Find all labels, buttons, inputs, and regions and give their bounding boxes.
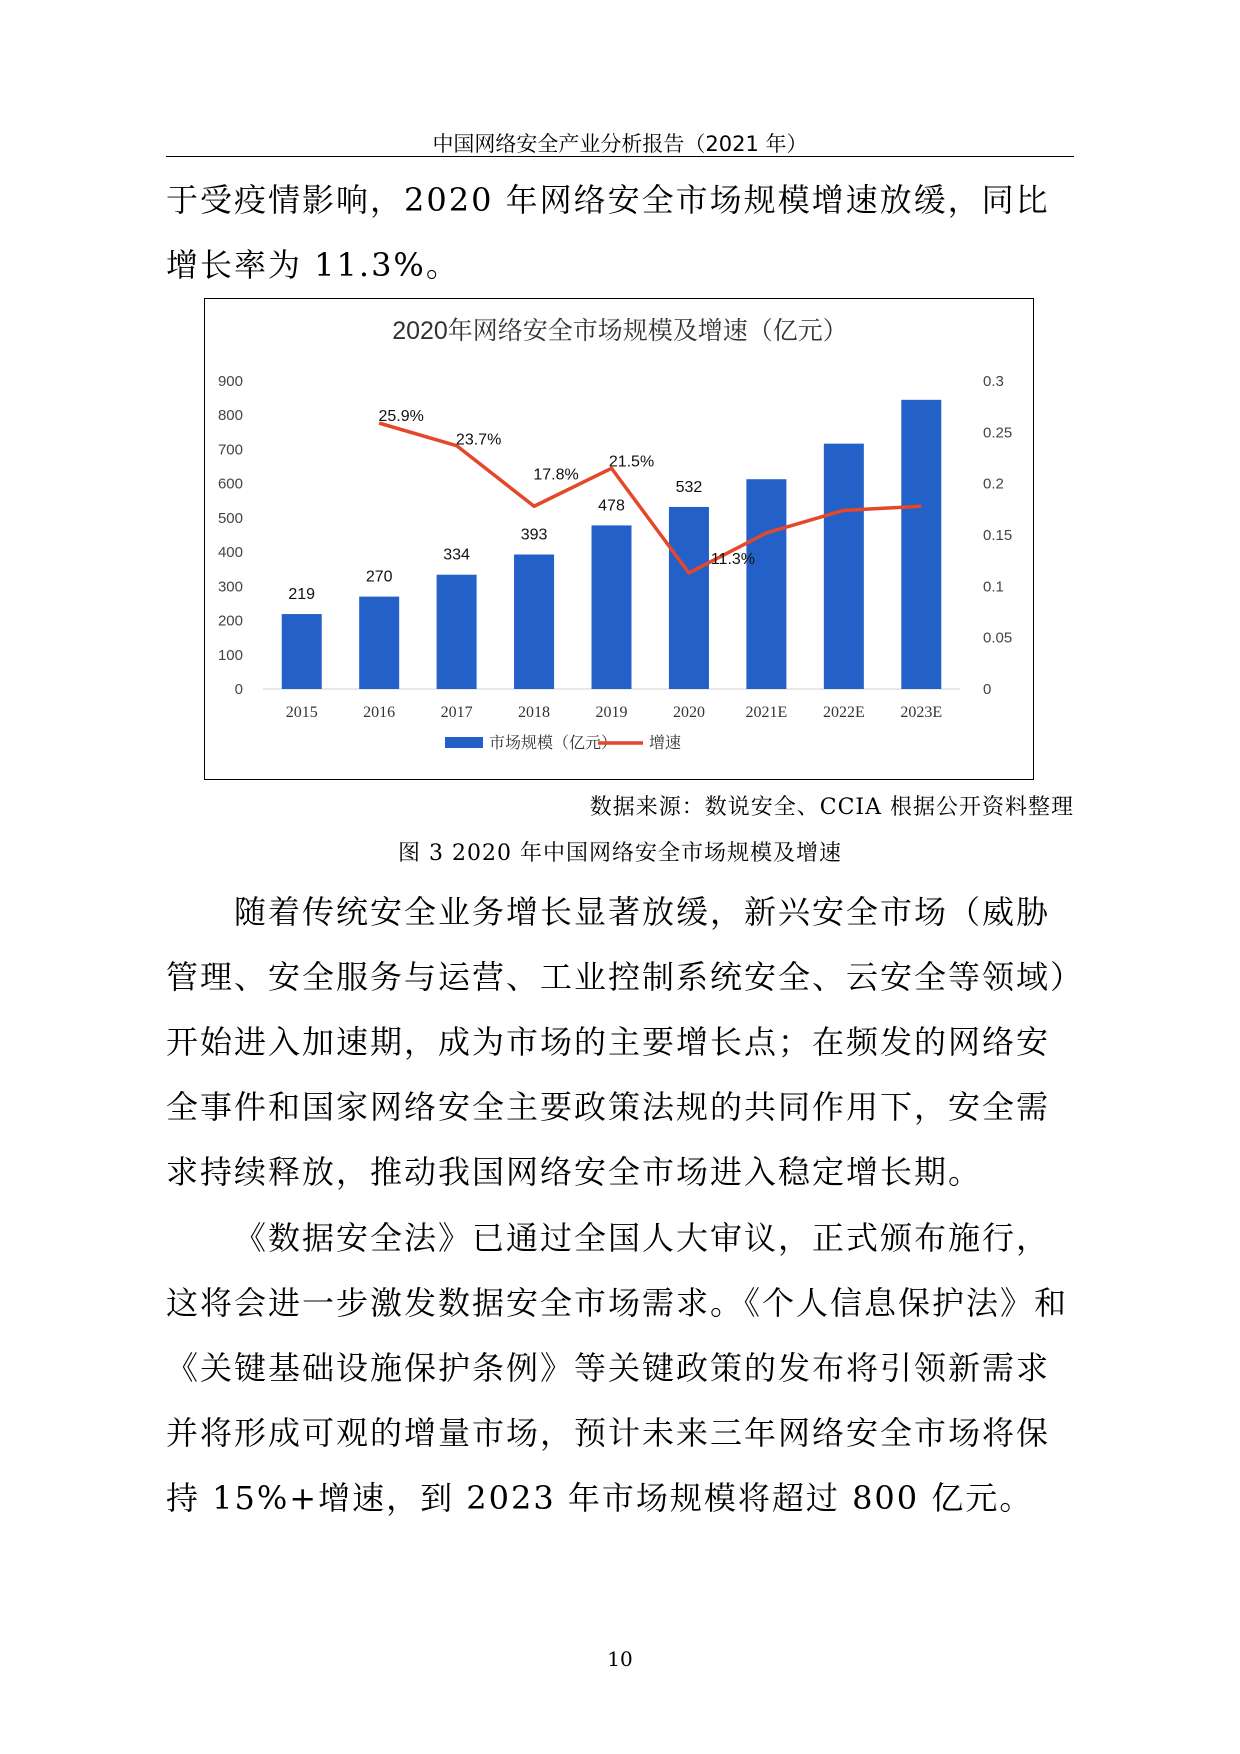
bar [359, 597, 399, 689]
y-left-tick-label: 200 [217, 612, 243, 630]
legend-line-label: 增速 [649, 735, 682, 752]
figure-source: 数据来源：数说安全、CCIA 根据公开资料整理 [589, 795, 1074, 820]
x-tick-label: 2015 [285, 704, 318, 721]
x-tick-label: 2017 [440, 704, 473, 721]
y-right-tick-label: 0.05 [983, 629, 1013, 647]
paragraph-data-security-law: 《数据安全法》已通过全国人大审议，正式颁布施行，这将会进一步激发数据安全市场需求。《个人信息保护法》和《关键基础设施保护条例》等关键政策的发布将引领新需求并将形成可观的增量市场，预计未来三年网络安全市场将保持 15%+增速，到 2023 年市场规模将超过 800 亿元。 [166, 1219, 1069, 1517]
bar [437, 575, 477, 689]
bar-value-label: 532 [675, 478, 703, 496]
x-tick-label: 2023E [900, 704, 943, 721]
bar [514, 555, 554, 689]
y-right-tick-label: 0 [983, 681, 992, 698]
bar [901, 400, 941, 689]
bar-value-label: 393 [520, 526, 548, 544]
header-rule [166, 156, 1074, 157]
bar-value-label: 219 [288, 586, 316, 604]
x-tick-label: 2019 [595, 704, 628, 721]
chart-title: 2020年网络安全市场规模及增速（亿元） [392, 317, 848, 345]
paragraph-intro: 于受疫情影响，2020 年网络安全市场规模增速放缓，同比增长率为 11.3%。 [166, 181, 1050, 284]
y-left-tick-label: 700 [217, 441, 243, 459]
y-right-tick-label: 0.25 [983, 424, 1013, 442]
y-right-tick-label: 0.15 [983, 527, 1013, 544]
running-header: 中国网络安全产业分析报告（2021 年） [432, 132, 808, 156]
bar-value-label: 334 [443, 546, 470, 564]
growth-value-label: 21.5% [608, 453, 655, 471]
y-left-tick-label: 100 [217, 646, 243, 664]
bar [824, 444, 864, 689]
bar [669, 507, 709, 689]
x-tick-label: 2021E [745, 704, 788, 721]
legend-bar-label: 市场规模（亿元） [489, 735, 618, 752]
x-tick-label: 2022E [822, 704, 865, 721]
x-tick-label: 2018 [518, 704, 551, 721]
legend-bar-swatch [445, 737, 483, 748]
y-left-tick-label: 800 [217, 407, 243, 425]
bar [592, 525, 632, 689]
y-left-tick-label: 0 [234, 681, 243, 698]
growth-value-label: 17.8% [533, 466, 579, 484]
y-left-tick-label: 400 [217, 544, 243, 562]
y-left-tick-label: 900 [217, 373, 243, 390]
paragraph-emerging-market: 随着传统安全业务增长显著放缓，新兴安全市场（威胁管理、安全服务与运营、工业控制系统安全、云安全等领域）开始进入加速期，成为市场的主要增长点；在频发的网络安全事件和国家网络安全主要政策法规的共同作用下，安全需求持续释放，推动我国网络安全市场进入稳定增长期。 [166, 893, 1069, 1191]
growth-value-label: 11.3% [710, 550, 756, 568]
x-tick-label: 2016 [363, 704, 396, 721]
market-chart [204, 298, 1034, 780]
y-right-tick-label: 0.2 [983, 475, 1004, 493]
y-left-tick-label: 300 [217, 578, 243, 596]
bar [282, 614, 322, 689]
x-tick-label: 2020 [672, 704, 705, 721]
y-right-tick-label: 0.1 [983, 578, 1004, 596]
bar-value-label: 478 [598, 497, 625, 515]
chart-svg [205, 299, 1035, 781]
page-number: 10 [607, 1647, 633, 1671]
y-right-tick-label: 0.3 [983, 373, 1004, 390]
bar-value-label: 270 [365, 568, 393, 586]
bar [746, 479, 786, 689]
y-left-tick-label: 500 [217, 509, 243, 527]
growth-value-label: 23.7% [455, 431, 502, 449]
figure-caption: 图 3 2020 年中国网络安全市场规模及增速 [398, 841, 842, 866]
growth-value-label: 25.9% [378, 408, 424, 426]
y-left-tick-label: 600 [217, 475, 243, 493]
